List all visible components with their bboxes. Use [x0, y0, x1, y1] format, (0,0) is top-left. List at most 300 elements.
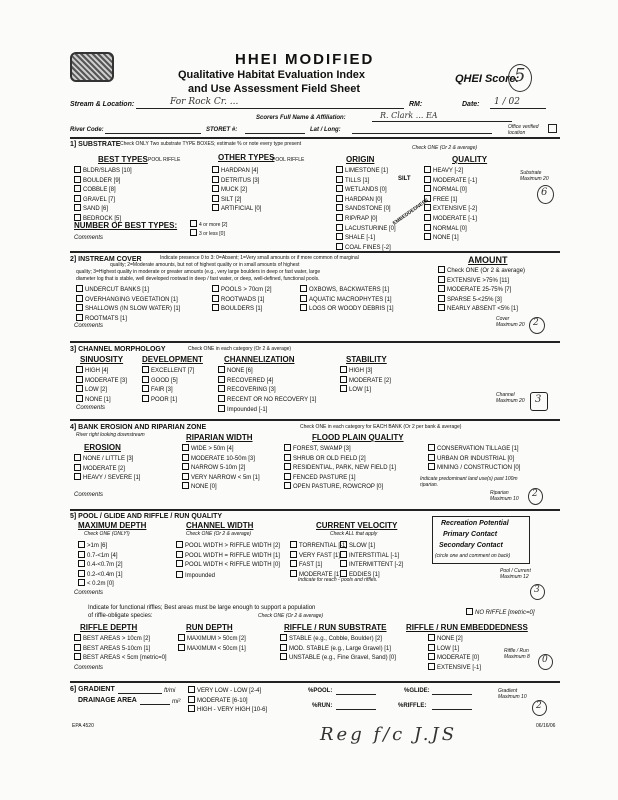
checkbox[interactable] — [424, 233, 431, 240]
scorer-label: Scorers Full Name & Affiliation: — [256, 115, 346, 121]
erosion-header: EROSION — [84, 443, 121, 452]
re-list-item[interactable] — [428, 653, 481, 663]
quality-list-item[interactable] — [424, 204, 477, 214]
erosion-list — [74, 454, 140, 483]
cov-mid-item[interactable] — [212, 285, 272, 295]
checkbox[interactable] — [424, 176, 431, 183]
re-list-item[interactable] — [428, 663, 481, 673]
quality-list-item[interactable] — [424, 224, 477, 234]
sin-list-item[interactable] — [76, 395, 127, 405]
depth-list-item[interactable] — [78, 541, 123, 551]
sin-list-item[interactable] — [76, 366, 127, 376]
checkbox-label: COBBLE [8] — [83, 187, 116, 194]
depth-list-item[interactable] — [78, 551, 123, 561]
flood-right-item[interactable] — [428, 463, 520, 473]
cov-mid-item[interactable] — [212, 304, 272, 314]
development-header: DEVELOPMENT — [142, 355, 203, 364]
checkbox[interactable] — [176, 541, 183, 548]
grad-list-item[interactable] — [188, 696, 267, 706]
dev-list-item[interactable] — [142, 385, 194, 395]
checkbox[interactable] — [340, 366, 347, 373]
checkbox[interactable] — [78, 579, 85, 586]
chan-list-item[interactable] — [218, 376, 316, 386]
development-list — [142, 366, 194, 404]
river-right-label: River right looking downstream — [76, 432, 145, 438]
cover-list-left — [76, 285, 180, 323]
checkbox[interactable] — [424, 166, 431, 173]
checkbox[interactable] — [76, 376, 83, 383]
checkbox[interactable] — [300, 295, 307, 302]
re-list-item[interactable] — [428, 634, 481, 644]
rip-list-item[interactable] — [182, 482, 260, 492]
checkbox[interactable] — [336, 243, 343, 250]
origin-list-item[interactable] — [336, 185, 396, 195]
cov-left-item[interactable] — [76, 285, 180, 295]
checkbox-label: NONE [2] — [437, 636, 463, 642]
checkbox[interactable] — [78, 570, 85, 577]
checkbox[interactable] — [438, 266, 445, 273]
riffle-embed-header: RIFFLE / RUN EMBEDDEDNESS — [406, 623, 528, 632]
checkbox[interactable] — [280, 634, 287, 641]
chan-list-item[interactable] — [218, 395, 316, 405]
re-list-item[interactable] — [428, 644, 481, 654]
checkbox-label: COAL FINES [-2] — [345, 244, 391, 251]
checkbox[interactable] — [74, 214, 81, 221]
checkbox[interactable] — [142, 366, 149, 373]
checkbox[interactable] — [188, 696, 195, 703]
checkbox[interactable] — [182, 482, 189, 489]
checkbox[interactable] — [340, 541, 347, 548]
checkbox[interactable] — [336, 233, 343, 240]
checkbox[interactable] — [212, 304, 219, 311]
stab-list-item[interactable] — [340, 366, 391, 376]
s2-title: 2] INSTREAM COVER — [70, 256, 142, 263]
checkbox[interactable] — [428, 663, 435, 670]
cov-left-item[interactable] — [76, 314, 180, 324]
s1-comments: Comments — [74, 235, 104, 241]
grad-list-item[interactable] — [188, 705, 267, 715]
checkbox[interactable] — [428, 634, 435, 641]
s2-comments: Comments — [74, 323, 104, 329]
width-list-item[interactable] — [176, 551, 280, 561]
best-list-item[interactable] — [74, 195, 132, 205]
checkbox[interactable] — [284, 473, 291, 480]
checkbox[interactable] — [428, 444, 435, 451]
checkbox[interactable] — [438, 304, 445, 311]
qhei-score-value: 5 — [514, 65, 526, 86]
checkbox[interactable] — [290, 541, 297, 548]
s3-comments: Comments — [76, 405, 106, 411]
checkbox-label: BLDR/SLABS [10] — [83, 168, 132, 174]
flood-list-item[interactable] — [284, 473, 396, 483]
ss-list-item[interactable] — [280, 634, 396, 644]
checkbox[interactable] — [182, 454, 189, 461]
checkbox[interactable] — [424, 224, 431, 231]
signature: Reg f/c J.JS — [320, 724, 458, 745]
checkbox[interactable] — [336, 195, 343, 202]
stab-list-item[interactable] — [340, 376, 391, 386]
flood-right-item[interactable] — [428, 444, 520, 454]
checkbox[interactable] — [280, 644, 287, 651]
checkbox[interactable] — [178, 634, 185, 641]
quality-list-item[interactable] — [424, 195, 477, 205]
flood-list-item[interactable] — [284, 463, 396, 473]
depth-list-item[interactable] — [78, 560, 123, 570]
grad-list-item[interactable] — [188, 686, 267, 696]
origin-list-item[interactable] — [336, 204, 396, 214]
checkbox-label: >1m [6] — [87, 543, 108, 549]
origin-list-item[interactable] — [336, 224, 396, 234]
riffle-embed-list — [428, 634, 481, 672]
checkbox[interactable] — [340, 551, 347, 558]
checkbox-label: LACUSTURINE [0] — [345, 225, 396, 232]
checkbox[interactable] — [176, 560, 183, 567]
rip-list-item[interactable] — [182, 454, 260, 464]
cur-list-item[interactable] — [290, 560, 347, 570]
rd-list-item[interactable] — [74, 634, 167, 644]
current-check: Check ALL that apply — [330, 531, 378, 537]
cov-mid-item[interactable] — [212, 295, 272, 305]
quality-list-item[interactable] — [424, 214, 477, 224]
checkbox[interactable] — [74, 464, 81, 471]
checkbox[interactable] — [212, 166, 219, 173]
checkbox-label: LIMESTONE [1] — [345, 168, 388, 174]
sin-list-item[interactable] — [76, 385, 127, 395]
checkbox-label: SAND [6] — [83, 206, 109, 213]
checkbox[interactable] — [428, 644, 435, 651]
checkbox[interactable] — [218, 395, 225, 402]
checkbox-label: POOLS > 70cm [2] — [221, 287, 272, 293]
checkbox-label: HARDPAN [0] — [345, 196, 383, 203]
stability-list — [340, 366, 391, 395]
rund-list-item[interactable] — [178, 644, 246, 654]
checkbox[interactable] — [290, 551, 297, 558]
cur-list2-item[interactable] — [340, 560, 403, 570]
checkbox[interactable] — [212, 176, 219, 183]
ss-list-item[interactable] — [280, 644, 396, 654]
dev-list-item[interactable] — [142, 366, 194, 376]
rund-list-item[interactable] — [178, 634, 246, 644]
checkbox[interactable] — [336, 185, 343, 192]
checkbox[interactable] — [74, 454, 81, 461]
run-depth-header: RUN DEPTH — [186, 623, 233, 632]
gradient-max: Gradient Maximum 10 — [498, 688, 527, 700]
checkbox[interactable] — [340, 560, 347, 567]
cov-right-item[interactable] — [300, 304, 394, 314]
cov-right-item[interactable] — [300, 295, 394, 305]
checkbox[interactable] — [438, 276, 445, 283]
sheet-subtitle-2: and Use Assessment Field Sheet — [188, 83, 360, 95]
checkbox[interactable] — [78, 560, 85, 567]
date-label: Date: — [462, 101, 480, 108]
checkbox-label: SHALLOWS (IN SLOW WATER) [1] — [85, 306, 181, 313]
riffle-substrate-header: RIFFLE / RUN SUBSTRATE — [284, 623, 387, 632]
checkbox-label: 0.4-<0.7m [2] — [87, 562, 123, 569]
checkbox[interactable] — [428, 653, 435, 660]
checkbox-label: MOD. STABLE (e.g., Large Gravel) [1] — [289, 645, 391, 652]
checkbox[interactable] — [182, 463, 189, 470]
checkbox-label: EXTENSIVE [-1] — [437, 664, 482, 671]
s1-note: Check ONLY Two substrate TYPE BOXES; estimate % or note every type present — [120, 141, 302, 147]
best-list-item[interactable] — [74, 176, 132, 186]
checkbox[interactable] — [218, 385, 225, 392]
footer-form-id: EPA 4520 — [72, 723, 94, 729]
s4-title: 4] BANK EROSION AND RIPARIAN ZONE — [70, 424, 207, 431]
cur-list2-item[interactable] — [340, 541, 403, 551]
checkbox[interactable] — [336, 204, 343, 211]
checkbox-label: FREE [1] — [433, 196, 458, 203]
pool-score: 3 — [534, 585, 540, 595]
checkbox[interactable] — [76, 285, 83, 292]
amount-list-item[interactable] — [438, 266, 525, 276]
checkbox[interactable] — [178, 644, 185, 651]
pool-max: Pool / Current Maximum 12 — [500, 568, 531, 580]
checkbox-label: HIGH [4] — [85, 368, 109, 374]
primary-contact[interactable]: Primary Contact — [443, 531, 498, 538]
rip-list-item[interactable] — [182, 444, 260, 454]
riparian-list — [182, 444, 260, 492]
checkbox-label: ROOTWADS [1] — [221, 296, 265, 303]
checkbox[interactable] — [74, 176, 81, 183]
sheet-title: HHEI MODIFIED — [235, 51, 375, 68]
width-list-item[interactable] — [176, 560, 280, 570]
checkbox[interactable] — [74, 185, 81, 192]
scorer-value: R. Clark ... EA — [380, 111, 438, 120]
origin-list-item[interactable] — [336, 176, 396, 186]
origin-list-item[interactable] — [336, 214, 396, 224]
checkbox[interactable] — [212, 285, 219, 292]
checkbox[interactable] — [188, 705, 195, 712]
checkbox-label: NORMAL [0] — [433, 187, 467, 194]
checkbox[interactable] — [284, 482, 291, 489]
other-list-item[interactable] — [212, 195, 261, 205]
sin-list-item[interactable] — [76, 376, 127, 386]
s2-note-4: diameter log that is stable, well developed rootwad in deep / fast water, or deep, well-defined, functional pools. — [76, 276, 320, 282]
s4-comments: Comments — [74, 492, 104, 498]
checkbox-label: VERY LOW - LOW [2-4] — [197, 688, 262, 694]
other-list-item[interactable] — [212, 185, 261, 195]
best-types-header: BEST TYPES — [98, 155, 148, 164]
checkbox[interactable] — [76, 304, 83, 311]
dev-list-item[interactable] — [142, 395, 194, 405]
chan-list-item[interactable] — [218, 385, 316, 395]
checkbox[interactable] — [142, 395, 149, 402]
amount-list-item[interactable] — [438, 276, 525, 286]
checkbox[interactable] — [438, 295, 445, 302]
rm-label: RM: — [409, 101, 423, 108]
rd-list-item[interactable] — [74, 653, 167, 663]
checkbox[interactable] — [428, 463, 435, 470]
quality-list-item[interactable] — [424, 233, 477, 243]
flood-right-item[interactable] — [428, 454, 520, 464]
flood-list-item[interactable] — [284, 444, 396, 454]
checkbox-label: NONE [0] — [191, 484, 217, 491]
checkbox[interactable] — [78, 541, 85, 548]
s6-title: 6] GRADIENT — [70, 686, 115, 693]
checkbox-label: RECOVERING [3] — [227, 387, 276, 394]
checkbox[interactable] — [212, 185, 219, 192]
embeddedness-label: EMBEDDEDNESS — [391, 197, 430, 227]
checkbox[interactable] — [336, 166, 343, 173]
checkbox[interactable] — [290, 570, 297, 577]
checkbox[interactable] — [340, 376, 347, 383]
stab-list-item[interactable] — [340, 385, 391, 395]
checkbox[interactable] — [212, 195, 219, 202]
channelization-list — [218, 366, 316, 404]
best-list-item[interactable] — [74, 166, 132, 176]
s5-comments: Comments — [74, 590, 104, 596]
checkbox[interactable] — [424, 214, 431, 221]
checkbox-label: NONE / LITTLE [3] — [83, 456, 134, 462]
ero-list-item[interactable] — [74, 464, 140, 474]
circle-one-note: (circle one and comment on back) — [435, 553, 511, 559]
quality-list-item[interactable] — [424, 176, 477, 186]
checkbox-label: HEAVY / SEVERE [1] — [83, 475, 141, 482]
riffle-depth-list — [74, 634, 167, 663]
checkbox[interactable] — [212, 295, 219, 302]
checkbox-label: FENCED PASTURE [1] — [293, 474, 356, 481]
riparian-score: 2 — [532, 489, 538, 499]
depth-check: Check ONE (ONLY!) — [84, 531, 130, 537]
checkbox-label: EXCELLENT [7] — [151, 368, 195, 374]
checkbox[interactable] — [74, 653, 81, 660]
checkbox[interactable] — [212, 204, 219, 211]
cover-score: 2 — [533, 318, 539, 328]
office-verified-box[interactable] — [548, 124, 557, 133]
secondary-contact[interactable]: Secondary Contact — [439, 542, 503, 549]
checkbox[interactable] — [74, 634, 81, 641]
cur-list-item[interactable] — [290, 551, 347, 561]
riparian-max: Riparian Maximum 10 — [490, 490, 519, 502]
checkbox[interactable] — [284, 463, 291, 470]
checkbox[interactable] — [438, 285, 445, 292]
channel-width-header: CHANNEL WIDTH — [186, 521, 254, 530]
checkbox[interactable] — [218, 366, 225, 373]
checkbox-label: HIGH [3] — [349, 368, 373, 374]
amount-list-item[interactable] — [438, 285, 525, 295]
checkbox[interactable] — [74, 473, 81, 480]
checkbox[interactable] — [290, 560, 297, 567]
checkbox[interactable] — [76, 295, 83, 302]
crest-logo — [70, 52, 114, 82]
current-header: CURRENT VELOCITY — [316, 521, 398, 530]
checkbox[interactable] — [74, 166, 81, 173]
best-list-item[interactable] — [74, 204, 132, 214]
checkbox[interactable] — [176, 551, 183, 558]
checkbox[interactable] — [340, 570, 347, 577]
cov-left-item[interactable] — [76, 304, 180, 314]
width-list-item[interactable] — [176, 541, 280, 551]
checkbox-label: POOL WIDTH = RIFFLE WIDTH [1] — [185, 552, 280, 559]
best-list-item[interactable] — [74, 185, 132, 195]
checkbox[interactable] — [76, 385, 83, 392]
pool-riffle-header-1: POOL RIFFLE — [148, 157, 181, 163]
depth-list-item[interactable] — [78, 570, 123, 580]
checkbox[interactable] — [284, 454, 291, 461]
checkbox[interactable] — [188, 686, 195, 693]
checkbox[interactable] — [74, 644, 81, 651]
cov-left-item[interactable] — [76, 295, 180, 305]
cur-list2-item[interactable] — [340, 551, 403, 561]
substrate-score: 6 — [541, 187, 548, 198]
checkbox[interactable] — [142, 376, 149, 383]
checkbox[interactable] — [340, 385, 347, 392]
amount-list-item[interactable] — [438, 304, 525, 314]
checkbox-label: SPARSE 5-<25% [3] — [447, 296, 502, 303]
checkbox-label: SILT [2] — [221, 196, 242, 203]
indicate-land-use: Indicate predominant land use(s) past 100m riparian. — [420, 476, 518, 488]
cur-list-item[interactable] — [290, 541, 347, 551]
footer-date: 06/16/06 — [536, 723, 556, 729]
checkbox[interactable] — [280, 653, 287, 660]
rd-list-item[interactable] — [74, 644, 167, 654]
origin-list-item[interactable] — [336, 166, 396, 176]
rip-list-item[interactable] — [182, 473, 260, 483]
checkbox[interactable] — [336, 176, 343, 183]
dev-list-item[interactable] — [142, 376, 194, 386]
checkbox[interactable] — [182, 473, 189, 480]
checkbox[interactable] — [336, 224, 343, 231]
checkbox[interactable] — [182, 444, 189, 451]
amount-list-item[interactable] — [438, 295, 525, 305]
checkbox[interactable] — [74, 195, 81, 202]
ero-list-item[interactable] — [74, 454, 140, 464]
checkbox[interactable] — [76, 366, 83, 373]
chan-list-item[interactable] — [218, 366, 316, 376]
checkbox-label: MODERATE [2] — [83, 465, 125, 472]
checkbox-label: EXTENSIVE >75% [11] — [447, 277, 510, 284]
checkbox[interactable] — [424, 185, 431, 192]
cover-list-mid — [212, 285, 272, 314]
quality-list-item[interactable] — [424, 185, 477, 195]
ss-list-item[interactable] — [280, 653, 396, 663]
origin-header: ORIGIN — [346, 155, 375, 164]
flood-list-item[interactable] — [284, 482, 396, 492]
checkbox[interactable] — [76, 314, 83, 321]
ero-list-item[interactable] — [74, 473, 140, 483]
checkbox[interactable] — [218, 376, 225, 383]
origin-list-item[interactable] — [336, 233, 396, 243]
rip-list-item[interactable] — [182, 463, 260, 473]
checkbox[interactable] — [74, 204, 81, 211]
other-list-item[interactable] — [212, 176, 261, 186]
checkbox-label: MODERATE [2] — [349, 377, 391, 384]
flood-list-item[interactable] — [284, 454, 396, 464]
best-types-list — [74, 166, 132, 224]
checkbox[interactable] — [76, 395, 83, 402]
checkbox-label: FAIR [3] — [151, 387, 173, 394]
checkbox[interactable] — [78, 551, 85, 558]
depth-list-item[interactable] — [78, 579, 123, 589]
no-riffle[interactable]: NO RIFFLE [metric=0] — [466, 608, 535, 616]
drainage-label: DRAINAGE AREA — [78, 697, 137, 704]
checkbox[interactable] — [300, 304, 307, 311]
quality-list-item[interactable] — [424, 166, 477, 176]
checkbox[interactable] — [336, 214, 343, 221]
checkbox-label: SHRUB OR OLD FIELD [2] — [293, 455, 366, 462]
checkbox[interactable] — [284, 444, 291, 451]
other-list-item[interactable] — [212, 166, 261, 176]
checkbox[interactable] — [300, 285, 307, 292]
gradient-score: 2 — [536, 701, 542, 711]
other-list-item[interactable] — [212, 204, 261, 214]
checkbox[interactable] — [142, 385, 149, 392]
origin-list-item[interactable] — [336, 195, 396, 205]
checkbox-label: BOULDER [9] — [83, 177, 121, 184]
checkbox[interactable] — [428, 454, 435, 461]
cov-right-item[interactable] — [300, 285, 394, 295]
checkbox-label: MAXIMUM > 50cm [2] — [187, 636, 246, 642]
